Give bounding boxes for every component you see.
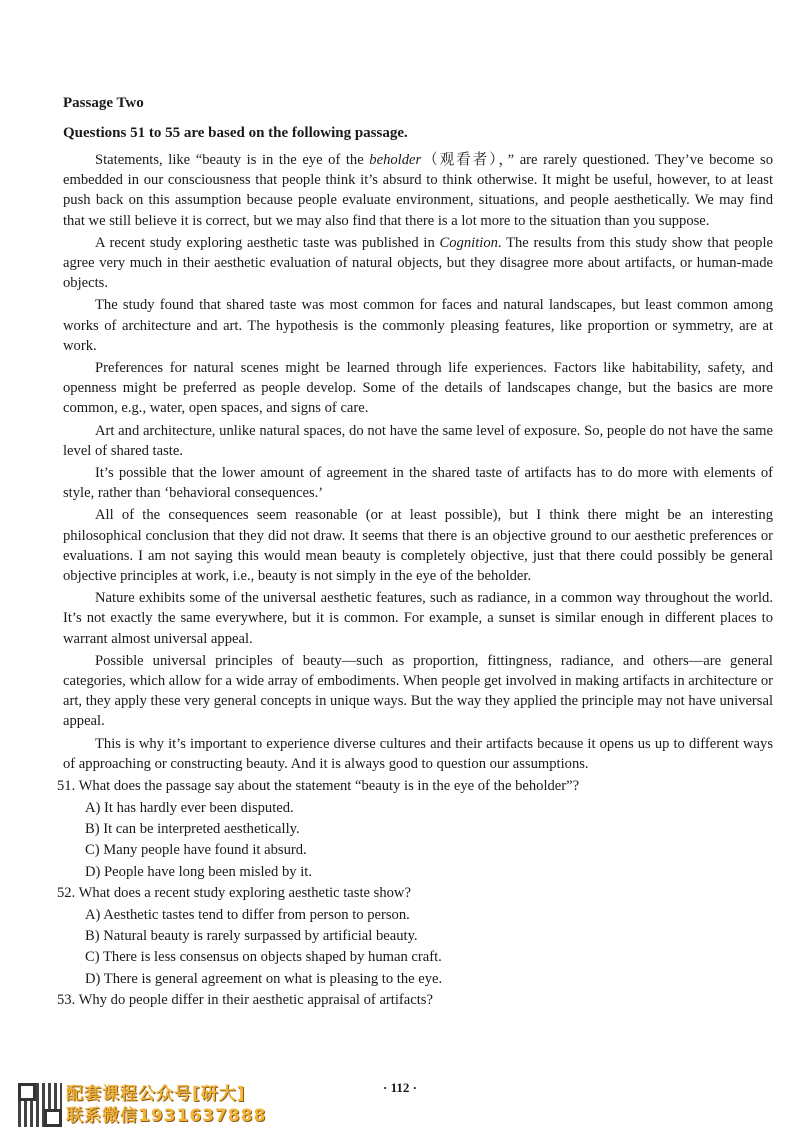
option-a: A) It has hardly ever been disputed. bbox=[85, 799, 294, 816]
paragraph-4: Preferences for natural scenes might be learned through life experiences. Factors like habitability, safety, and openness might be preferred as people develop. Some of the details of landscapes change, but the basics are more common, e.g., water, open spaces, and signs of care. bbox=[63, 360, 773, 417]
section-title: Passage Two bbox=[63, 95, 144, 111]
paragraph-1: Statements, like “beauty is in the eye of the beholder（观看者），” are rarely questioned. They’ve become so embedded in our consciousness that people think it’s absurd to think otherwise. It might be useful, however, to at least push back on this assumption because people evaluate environment, situations, and people aesthetically. We may find that we still believe it is correct, but we may also find that there is a lot more to the situation than you suppose. bbox=[63, 152, 774, 229]
question-stem: 52. What does a recent study exploring aesthetic taste show? bbox=[57, 885, 411, 902]
questions-intro: Questions 51 to 55 are based on the following passage. bbox=[63, 125, 408, 141]
watermark-line-1: 配套课程公众号[研大] bbox=[66, 1084, 246, 1104]
paragraph-5: Art and architecture, unlike natural spaces, do not have the same level of exposure. So, people do not have the same level of shared taste. bbox=[63, 422, 773, 459]
option-a: A) Aesthetic tastes tend to differ from person to person. bbox=[85, 906, 410, 923]
paragraph-2: A recent study exploring aesthetic taste was published in Cognition. The results from this study show that people agree very much in their aesthetic evaluation of natural objects, but they disagree more about artifacts, or human-made objects. bbox=[63, 234, 773, 292]
option-b: B) It can be interpreted aesthetically. bbox=[85, 820, 300, 837]
question-52 bbox=[57, 883, 773, 990]
qr-code-icon bbox=[18, 1083, 62, 1127]
question-stem: 51. What does the passage say about the statement “beauty is in the eye of the beholder”? bbox=[57, 778, 580, 795]
paragraph-7: All of the consequences seem reasonable (or at least possible), but I think there might be an interesting philosophical conclusion that they did not draw. It seems that there is an objective ground to our aesthetic preferences or evaluations. I am not saying this would mean beauty is completely objective, just that there could possibly be general objective principles at work, i.e., beauty is not simply in the eye of the beholder. bbox=[63, 507, 773, 585]
paragraph-8: Nature exhibits some of the universal aesthetic features, such as radiance, in a common way throughout the world. It’s not exactly the same everywhere, but it is common. For example, a sunset is similar enough in different places to warrant almost universal appeal. bbox=[63, 590, 773, 647]
option-c: C) There is less consensus on objects shaped by human craft. bbox=[85, 949, 442, 966]
watermark-line-2: 联系微信1931637888 bbox=[66, 1106, 267, 1126]
paragraph-6: It’s possible that the lower amount of agreement in the shared taste of artifacts has to do more with elements of style, rather than ‘behavioral consequences.’ bbox=[63, 465, 773, 502]
watermark bbox=[18, 1080, 318, 1130]
question-stem: 53. Why do people differ in their aesthetic appraisal of artifacts? bbox=[57, 992, 433, 1009]
option-c: C) Many people have found it absurd. bbox=[85, 842, 307, 859]
question-51 bbox=[57, 776, 773, 883]
paragraph-9: Possible universal principles of beauty—such as proportion, fittingness, radiance, and others—are general categories, which allow for a wide array of embodiments. When people get involved in making artifacts in architecture or art, they apply these very general concepts in unique ways. But the way they applied the principle may not have universal appeal. bbox=[63, 652, 774, 730]
option-d: D) People have long been misled by it. bbox=[85, 863, 312, 880]
page-number: · 112 · bbox=[383, 1080, 417, 1095]
option-d: D) There is general agreement on what is pleasing to the eye. bbox=[85, 970, 443, 987]
exam-page bbox=[57, 93, 774, 1012]
option-b: B) Natural beauty is rarely surpassed by artificial beauty. bbox=[85, 927, 418, 944]
paragraph-10: This is why it’s important to experience diverse cultures and their artifacts because it opens us up to different ways of approaching or constructing beauty. And it is always good to question our assumptions. bbox=[63, 735, 773, 772]
question-53 bbox=[57, 990, 773, 1011]
paragraph-3: The study found that shared taste was most common for faces and natural landscapes, but least common among works of architecture and art. The hypothesis is the commonly pleasing features, like proportion or symmetry, are at work. bbox=[63, 297, 773, 354]
